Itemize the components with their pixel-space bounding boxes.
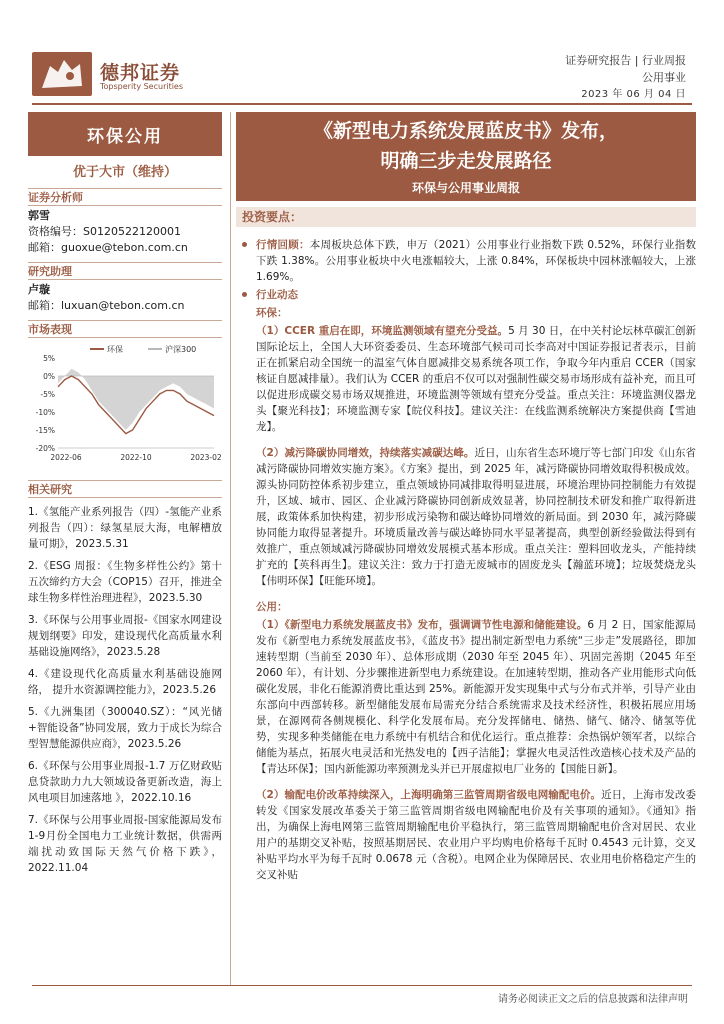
related-item[interactable]: 3.《环保与公用事业周报-《国家水网建设规划纲要》印发，建设现代化高质量水利基础设施网络》，2023.5.28 [28, 614, 222, 658]
legend-label: 沪深300 [165, 345, 197, 354]
left-sidebar [28, 112, 222, 876]
column-divider [230, 112, 231, 985]
legend-label: 环保 [107, 345, 123, 354]
related-item[interactable]: 2.《ESG 周报：《生物多样性公约》第十五次缔约方大会（COP15）召开，推进全球生物多样性治理进程》，2023.5.30 [28, 560, 222, 604]
related-item[interactable]: 6.《环保与公用事业周报-1.7 万亿财政贴息贷款助力九大领域设备更新改造，海上风电项目加速落地 》，2022.10.16 [28, 760, 222, 804]
bullet-text: 本周板块总体下跌，申万（2021）公用事业行业指数下跌 0.52%，环保行业指数下跌 1.38%。公用事业板块中火电涨幅较大，上涨 0.84%，环保板块中园林涨幅较大，上涨 1.69%。 [256, 239, 696, 283]
env-heading: 环保： [256, 307, 288, 319]
series-area-沪深300 [58, 369, 214, 430]
paragraph-text: 近日，山东省生态环境厅等七部门印发《山东省减污降碳协同增效实施方案》。《方案》提出，到 2025 年，减污降碳协同增效取得积极成效。源头协同防控体系初步建立，重点领域协同减排取得明显进展，环境治理协同控制能力有效提升，区域、城市、园区、企业减污降碳协同创新成效显著，协同控制技术研发和推广取得新进展，政策体系加快构建，初步形成污染物和碳达峰协同增效的新局面。到 2030 年，减污降碳协同能力取得显著提升。环境质量改善与碳达峰协同水平显著提高，典型创新经验做法得到有效推广，重点领域减污降碳协同增效发展模式基本形成。重点关注：塑料回收龙头，产能持续扩充的【英科再生】。建议关注：致力于打造无废城市的固废龙头【瀚蓝环境】；垃圾焚烧龙头【伟明环保】【旺能环境】。 [256, 447, 697, 587]
x-tick-label: 2023-02 [190, 453, 222, 462]
paragraph-text: 近日，上海市发改委转发《国家发展改革委关于第三监管周期省级电网输配电价及有关事项的通知》。《通知》指出，为确保上海电网第三监管周期输配电价平稳执行，第三监管周期输配电价含对居民、农业用户的基期交叉补贴，按照基期居民、农业用户平均购电价格每千瓦时 0.4543 元计算，交叉补贴平均水平为每千瓦时 0.0678 元（含税）。电网企业为保障居民、农业用电价格稳定产生的交叉补贴 [256, 789, 697, 881]
header-divider [32, 103, 692, 105]
related-item[interactable]: 7.《环保与公用事业周报-国家能源局发布 1-9月份全国电力工业统计数据，供需两端扰动致国际天然气价格下跌》，2022.11.04 [28, 814, 222, 874]
paragraph-heading: （2）减污降碳协同增效，持续落实减碳达峰。 [256, 447, 475, 459]
y-tick-label: 5% [43, 354, 55, 363]
footer-disclaimer: 请务必阅读正文之后的信息披露和法律声明 [498, 994, 688, 1005]
title-line-2: 明确三步走发展路径 [380, 150, 552, 172]
logo-mark-icon [32, 52, 92, 96]
company-logo [32, 52, 202, 96]
market-section-title: 市场表现 [28, 320, 222, 338]
paragraph-heading: （2）输配电价改革持续深入，上海明确第三监管周期省级电网输配电价。 [256, 789, 602, 801]
related-section-title: 相关研究 [28, 480, 222, 498]
brand-name-en: Topsperity Securities [100, 82, 184, 91]
assistant-email[interactable]: 邮箱：luxuan@tebon.com.cn [28, 299, 185, 312]
report-title [236, 112, 696, 178]
y-tick-label: 0% [43, 372, 55, 381]
sector-label: 环保公用 [28, 112, 222, 156]
paragraph-tariff [236, 787, 696, 883]
analyst-cert: 资格编号：S0120522120001 [28, 225, 181, 238]
y-tick-label: -20% [35, 444, 55, 453]
related-list [28, 504, 222, 876]
analyst-name: 郭雪 [28, 209, 50, 222]
assistant-info [28, 280, 222, 316]
related-item[interactable]: 4.《建设现代化高质量水利基础设施网络， 提升水资源调控能力》，2023.5.26 [28, 668, 222, 696]
rating-label: 优于大市（维持） [72, 165, 177, 180]
bullet-market-review [236, 237, 696, 285]
assistant-section-title: 研究助理 [28, 262, 222, 280]
bullet-label: 行业动态 [256, 289, 298, 301]
footer-divider [32, 985, 692, 986]
analyst-info [28, 206, 222, 258]
report-date: 2023 年 06 月 04 日 [581, 89, 686, 100]
paragraph-carbon [236, 445, 696, 589]
brand-name: 德邦证券 [100, 62, 181, 84]
related-item[interactable]: 1.《氢能产业系列报告（四）-氢能产业系列报告（四）：绿氢星辰大海，电解槽放量可期》，2023.5.31 [28, 506, 222, 550]
analyst-email[interactable]: 邮箱：guoxue@tebon.com.cn [28, 241, 188, 254]
report-subtitle: 环保与公用事业周报 [236, 178, 696, 201]
market-chart [28, 340, 222, 468]
paragraph-text: 5 月 30 日，在中关村论坛林草碳汇创新国际论坛上，全国人大环资委委员、生态环境部气候司司长李高对中国证券报记者表示，目前正在抓紧启动全国统一的温室气体自愿减排交易系统各项工作，争取今年内重启 CCER（国家核证自愿减排量）。我们认为 CCER 的重启不仅可以对强制性碳交易市场形成有益补充，而且可以促进形成碳交易市场双规推进，环境监测等领域有望充分受益。重点关注：环境监测仪器龙头【聚光科技】；环境监测专家【皖仪科技】。建议关注：在线监测系统解决方案提供商【雪迪龙】。 [256, 325, 696, 433]
bullet-icon [242, 292, 247, 297]
y-tick-label: -10% [35, 408, 55, 417]
report-industry: 公用事业 [642, 71, 686, 84]
report-body [236, 237, 696, 883]
paragraph-bluebook [236, 617, 696, 777]
paragraph-text: 6 月 2 日，国家能源局发布《新型电力系统发展蓝皮书》，《蓝皮书》提出制定新型电力系统“三步走”发展路径，即加速转型期（当前至 2030 年）、总体形成期（2030 年至 2045 年）、巩固完善期（2045 年至 2060 年），有计划、分步骤推进新型电力系统建设。在加速转型期，推动各产业用能形式向低碳化发展，非化石能源消费比重达到 25%。新能源开发实现集中式与分布式并举，引导产业由东部向中西部转移。新型储能发展布局需充分结合系统需求及技术经济性，积极拓展应用场景，在源网荷各侧规模化、科学化发展布局。充分发挥储电、储热、储气、储冷、储氢等优势，实现多种类储能在电力系统中有机结合和优化运行。重点推荐：余热锅炉领军者，以综合储能为基点，拓展火电灵活和光热发电的【西子洁能】；掌握火电灵活性改造核心技术及产品的【青达环保】；国内新能源功率预测龙头并已开展虚拟电厂业务的【国能日新】。 [256, 619, 697, 775]
analyst-section-title: 证券分析师 [28, 188, 222, 206]
report-type: 证券研究报告 | 行业周报 [565, 54, 686, 67]
paragraph-heading: （1）《新型电力系统发展蓝皮书》发布，强调调节性电源和储能建设。 [256, 619, 588, 631]
bullet-label: 行情回顾： [256, 239, 310, 251]
report-meta [565, 52, 686, 103]
main-content [236, 112, 696, 883]
paragraph-heading: （1）CCER 重启在即，环境监测领域有望充分受益。 [256, 325, 509, 337]
paragraph-ccer [236, 323, 696, 435]
y-tick-label: -15% [35, 426, 55, 435]
x-tick-label: 2022-10 [120, 453, 152, 462]
title-line-1: 《新型电力系统发展蓝皮书》发布， [313, 120, 618, 142]
bullet-icon [242, 242, 247, 247]
bullet-industry-news [236, 287, 696, 303]
market-chart-svg [28, 340, 222, 468]
section-heading: 投资要点： [236, 207, 696, 227]
assistant-name: 卢璇 [28, 283, 50, 296]
x-tick-label: 2022-06 [50, 453, 82, 462]
y-tick-label: -5% [40, 390, 55, 399]
utility-heading: 公用： [256, 601, 288, 613]
related-item[interactable]: 5.《九洲集团（300040.SZ）：“风光储+智能设备”协同发展，致力于成长为综合型智慧能源供应商》，2023.5.26 [28, 706, 222, 750]
